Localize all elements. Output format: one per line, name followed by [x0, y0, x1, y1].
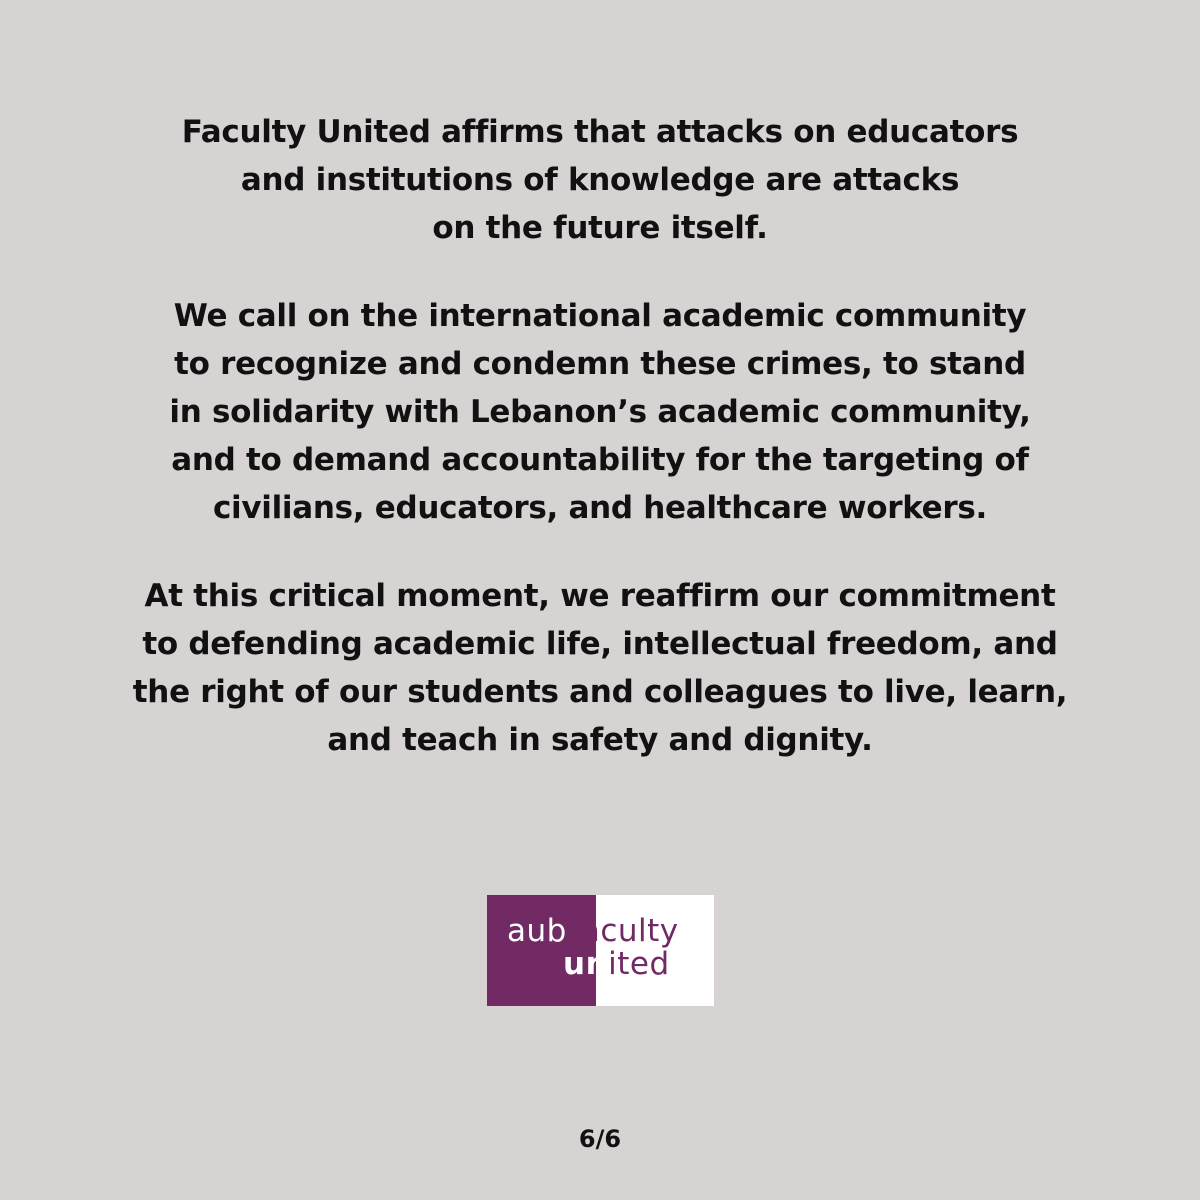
- logo-text-ited: ited: [608, 946, 670, 982]
- logo-text-aculty: aculty: [580, 913, 679, 949]
- statement-paragraph-3: [60, 572, 1140, 764]
- aub-faculty-united-logo: [487, 895, 714, 1006]
- logo-text-aub: aub: [507, 913, 567, 949]
- statement-line: in solidarity with Lebanon’s academic community,: [169, 394, 1031, 430]
- statement-line: We call on the international academic community: [173, 298, 1027, 334]
- statement-paragraph-1: [60, 108, 1140, 252]
- statement-line: and to demand accountability for the targeting of: [171, 442, 1029, 478]
- page-counter: 6/6: [578, 1125, 622, 1153]
- statement-line: the right of our students and colleagues to live, learn,: [132, 674, 1068, 710]
- statement-line: on the future itself.: [432, 210, 768, 246]
- statement-paragraph-2: [60, 292, 1140, 532]
- logo-text-f: f: [566, 913, 581, 949]
- statement-line: At this critical moment, we reaffirm our commitment: [144, 578, 1056, 614]
- statement-line: and teach in safety and dignity.: [327, 722, 873, 758]
- statement-line: Faculty United affirms that attacks on educators: [181, 114, 1019, 150]
- logo-line-united: [563, 947, 670, 981]
- logo-line-aubfaculty: [507, 914, 679, 948]
- statement-line: to defending academic life, intellectual freedom, and: [142, 626, 1058, 662]
- statement-line: civilians, educators, and healthcare workers.: [212, 490, 988, 526]
- logo-text-un: un: [563, 946, 609, 982]
- statement-line: to recognize and condemn these crimes, to stand: [174, 346, 1026, 382]
- statement-line: and institutions of knowledge are attacks: [240, 162, 960, 198]
